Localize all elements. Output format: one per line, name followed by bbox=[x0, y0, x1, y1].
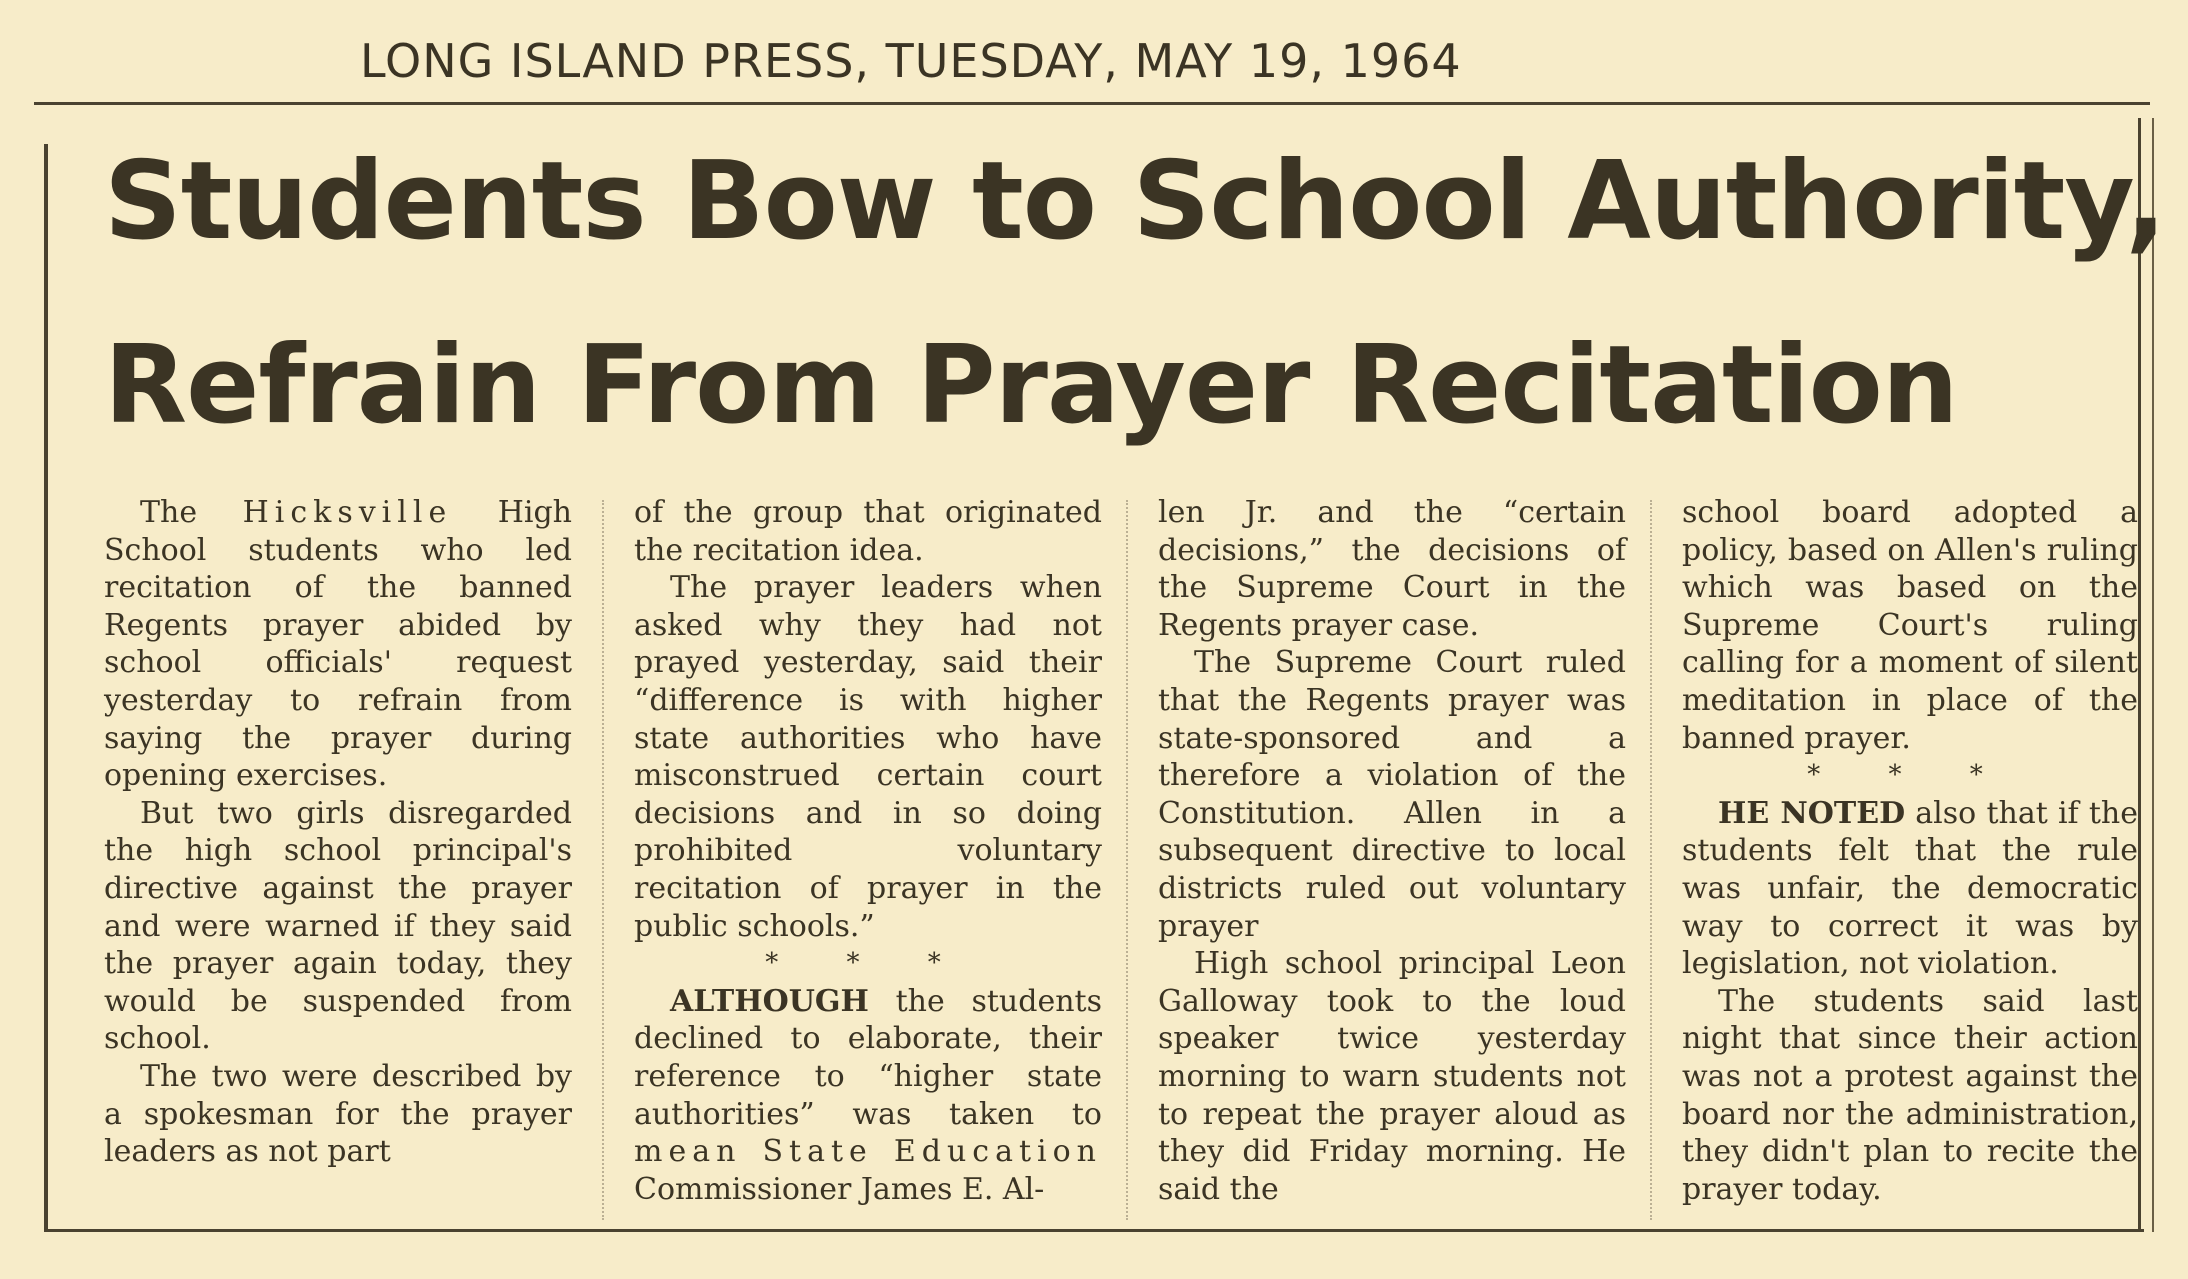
paragraph: of the group that originated the recitation idea. bbox=[634, 495, 1102, 568]
text-run-spaced: Hicksville bbox=[242, 495, 453, 530]
article-column-1 bbox=[104, 494, 572, 1224]
masthead: LONG ISLAND PRESS, TUESDAY, MAY 19, 1964 bbox=[360, 34, 1462, 88]
paragraph: High school principal Leon Galloway took to the loud speaker twice yesterday morning to warn students not to repeat the prayer aloud as they did Friday morning. He said the bbox=[1158, 946, 1626, 1207]
paragraph: But two girls disregarded the high school principal's directive against the prayer and were warned if they said the prayer again today, they would be suspended from school. bbox=[104, 795, 572, 1057]
top-rule bbox=[34, 102, 2150, 105]
text-run: the students declined to elaborate, their reference to “higher state authorities” was taken to bbox=[634, 983, 1102, 1132]
paragraph: The Supreme Court ruled that the Regents prayer was state-sponsored and a therefore a violation of the Constitution. Allen in a subsequent directive to local districts ruled out voluntary prayer bbox=[1158, 645, 1626, 944]
text-run: also that if the students felt that the rule was unfair, the democratic way to correct it was by legislation, not violation. bbox=[1682, 795, 2138, 982]
headline-line-2: Refrain From Prayer Recitation bbox=[104, 323, 1958, 448]
paragraph bbox=[1682, 795, 2138, 983]
bottom-rule bbox=[44, 1229, 2144, 1232]
paragraph: The students said last night that since their action was not a protest against the board nor the administration, they didn't plan to recite the prayer today. bbox=[1682, 983, 2138, 1207]
section-break-stars: * * * bbox=[765, 948, 971, 979]
paragraph: The two were described by a spokesman for the prayer leaders as not part bbox=[104, 1058, 572, 1170]
lead-in: ALTHOUGH bbox=[670, 983, 869, 1019]
paragraph: len Jr. and the “certain decisions,” the decisions of the Supreme Court in the Regents prayer case. bbox=[1158, 495, 1626, 643]
headline-line-1: Students Bow to School Authority, bbox=[104, 139, 2166, 264]
paragraph: The prayer leaders when asked why they had not prayed yesterday, said their “difference is with higher state authorities who have misconstrued certain court decisions and in so doing prohibited voluntary recitation of prayer in the public schools.” bbox=[634, 570, 1102, 944]
column-divider bbox=[602, 500, 604, 1220]
section-break-stars: * * * bbox=[1807, 760, 2013, 791]
left-border bbox=[44, 144, 48, 1232]
article-column-4 bbox=[1682, 494, 2138, 1224]
text-run: The bbox=[140, 495, 243, 530]
paragraph bbox=[634, 983, 1102, 1209]
paragraph: school board adopted a policy, based on Allen's ruling which was based on the Supreme Court's ruling calling for a moment of silent meditation in place of the banned prayer. bbox=[1682, 495, 2138, 756]
text-run: Commissioner James E. Al- bbox=[634, 1171, 1045, 1207]
article-column-3 bbox=[1158, 494, 1626, 1224]
right-border-outer bbox=[2152, 118, 2154, 1232]
column-divider bbox=[1126, 500, 1128, 1220]
paragraph bbox=[104, 494, 572, 795]
lead-in: HE NOTED bbox=[1718, 795, 1906, 831]
text-run: High School students who led recitation of the banned Regents prayer abided by school officials' request yesterday to refrain from saying the prayer during opening exercises. bbox=[104, 495, 572, 794]
text-run-spaced: mean State Education bbox=[634, 1134, 1102, 1170]
right-border bbox=[2138, 118, 2141, 1232]
column-divider bbox=[1650, 500, 1652, 1220]
article-column-2 bbox=[634, 494, 1102, 1224]
